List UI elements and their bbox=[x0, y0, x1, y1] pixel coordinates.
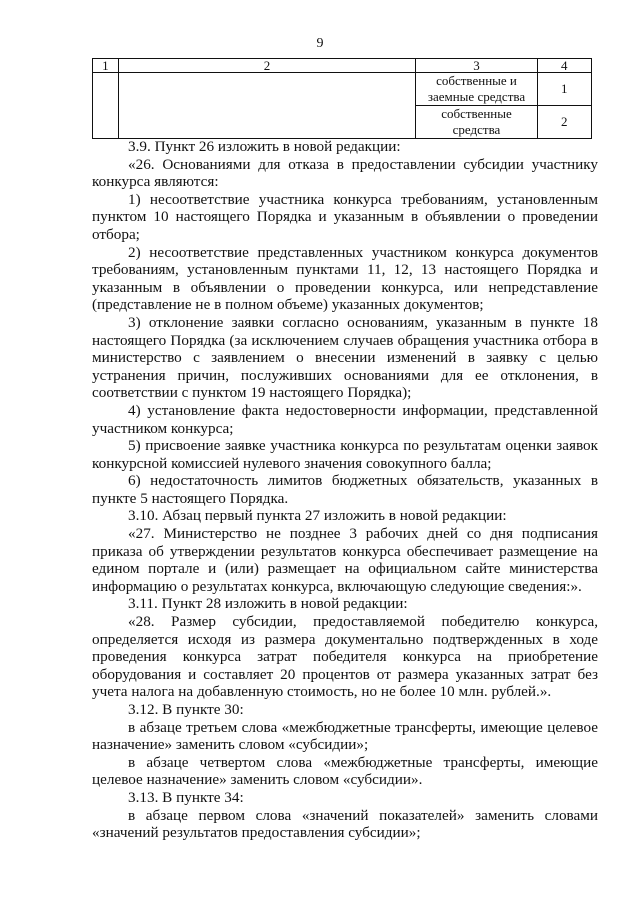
table-cell-empty bbox=[93, 73, 119, 139]
page-number: 9 bbox=[316, 36, 324, 51]
table-header-cell: 2 bbox=[118, 59, 416, 73]
table-cell: собственные средства bbox=[416, 106, 537, 139]
paragraph: «26. Основаниями для отказа в предоставлении субсидии участнику конкурса являются: bbox=[92, 155, 598, 191]
table-header-row bbox=[93, 59, 592, 73]
continuation-table bbox=[92, 58, 592, 139]
paragraph: в абзаце третьем слова «межбюджетные трансферты, имеющие целевое назначение» заменить словом «субсидии»; bbox=[92, 718, 598, 754]
table-cell: 1 bbox=[537, 73, 591, 106]
paragraph: 1) несоответствие участника конкурса требованиям, установленным пунктом 10 настоящего Порядка и указанным в объявлении о проведении отбора; bbox=[92, 190, 598, 243]
paragraph: 3.10. Абзац первый пункта 27 изложить в новой редакции: bbox=[128, 507, 507, 525]
table-cell: собственные и заемные средства bbox=[416, 73, 537, 106]
table-header-cell: 3 bbox=[416, 59, 537, 73]
table-row bbox=[93, 73, 592, 106]
paragraph: 5) присвоение заявке участника конкурса по результатам оценки заявок конкурсной комиссией нулевого значения совокупного балла; bbox=[92, 437, 598, 472]
table-cell-empty bbox=[118, 73, 416, 139]
paragraph: 3.9. Пункт 26 изложить в новой редакции: bbox=[128, 138, 401, 155]
paragraph: в абзаце первом слова «значений показателей» заменить словами «значений результатов предоставления субсидии»; bbox=[92, 806, 598, 842]
paragraph: 3.13. В пункте 34: bbox=[128, 788, 244, 806]
paragraph: 2) несоответствие представленных участником конкурса документов требованиям, установленным пунктами 11, 12, 13 настоящего Порядка и указанным в объявлении о проведении конкурса, или непредставление (представление не в полном объеме) указанных документов; bbox=[92, 243, 598, 314]
document-body bbox=[92, 138, 598, 842]
paragraph: в абзаце четвертом слова «межбюджетные трансферты, имеющие целевое назначение» заменить словом «субсидии». bbox=[92, 753, 598, 789]
paragraph: 4) установление факта недостоверности информации, представленной участником конкурса; bbox=[92, 401, 598, 437]
paragraph: 3.12. В пункте 30: bbox=[128, 701, 244, 718]
paragraph: «28. Размер субсидии, предоставляемой победителю конкурса, определяется исходя из размера документально подтвержденных в ходе проведения конкурса затрат победителя конкурса на приобретение оборудования и составляет 20 процентов от размера указанных затрат без учета налога на добавленную стоимость, но не более 10 млн. рублей.». bbox=[92, 613, 598, 701]
table-header-cell: 1 bbox=[93, 59, 119, 73]
paragraph: 3.11. Пункт 28 изложить в новой редакции: bbox=[128, 595, 408, 613]
table-header-cell: 4 bbox=[537, 59, 591, 73]
paragraph: 6) недостаточность лимитов бюджетных обязательств, указанных в пункте 5 настоящего Порядка. bbox=[92, 472, 598, 507]
paragraph: 3) отклонение заявки согласно основаниям, указанным в пункте 18 настоящего Порядка (за исключением случаев обращения участника отбора в министерство с заявлением о внесении изменений в заявку с целью устранения причин, послуживших основаниями для ее отклонения, в соответствии с пунктом 19 настоящего Порядка); bbox=[92, 313, 598, 402]
table-cell: 2 bbox=[537, 106, 591, 139]
paragraph: «27. Министерство не позднее 3 рабочих дней со дня подписания приказа об утверждении результатов конкурса обеспечивает размещение на едином портале и (или) размещает на официальном сайте министерства информацию о результатах конкурса, включающую следующие сведения:». bbox=[92, 525, 598, 595]
